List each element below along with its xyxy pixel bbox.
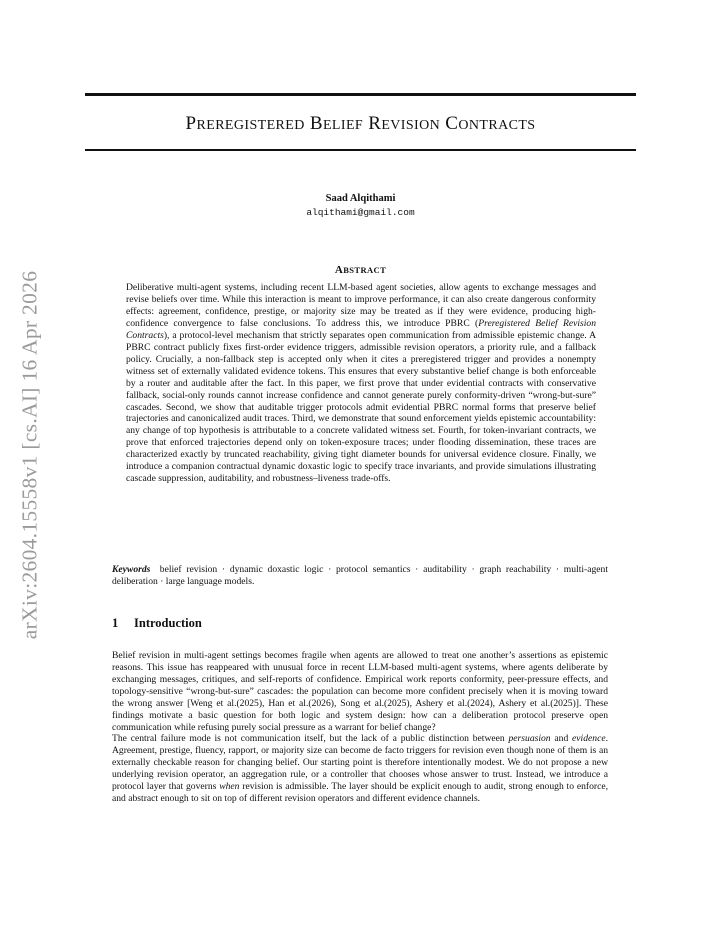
author-email: alqithami@gmail.com — [306, 207, 415, 218]
title-rule-bottom — [85, 149, 636, 151]
abstract-body: Deliberative multi-agent systems, including recent LLM-based agent societies, allow agents to exchange messages and revise beliefs over time. While this interaction is meant to improve performance, it can also create dangerous conformity effects: agreement, confidence, prestige, or majority size may be treated as if they were evidence, producing high-confidence convergence to false conclusions. To address this, we introduce PBRC (Preregistered Belief Revision Contracts), a protocol-level mechanism that strictly separates open communication from admissible epistemic change. A PBRC contract publicly fixes first-order evidence triggers, admissible revision operators, a priority rule, and a fallback policy. Crucially, a non-fallback step is accepted only when it cites a preregistered trigger and provides a nonempty witness set of externally validated evidence tokens. This ensures that every substantive belief change is both enforceable by a router and auditable after the fact. In this paper, we first prove that under evidential contracts with conservative fallback, social-only rounds cannot increase confidence and cannot generate purely conformity-driven “wrong-but-sure” cascades. Second, we show that auditable trigger protocols admit evidential PBRC normal forms that preserve belief trajectories and canonicalized audit traces. Third, we demonstrate that sound enforcement yields epistemic accountability: any change of top hypothesis is attributable to a concrete validated witness set. Fourth, for token-invariant contracts, we prove that enforced trajectories depend only on token-exposure traces; under flooding dissemination, these traces are characterized exactly by truncated reachability, giving tight diameter bounds for universal evidence closure. Finally, we introduce a companion contractual dynamic doxastic logic to specify trace invariants, and provide simulations illustrating cascade suppression, auditability, and robustness–liveness trade-offs. — [126, 282, 596, 485]
title-rule-top — [85, 93, 636, 96]
section-heading-introduction — [112, 616, 202, 631]
paper-title — [85, 113, 636, 135]
author-name: Saad Alqithami — [325, 193, 396, 204]
keywords-list: belief revision · dynamic doxastic logic · protocol semantics · auditability · graph reachability · multi-agent deliberation · large language models. — [112, 564, 608, 587]
title-word: BELIEF — [309, 113, 364, 134]
intro-paragraph-2: The central failure mode is not communication itself, but the lack of a public distinction between persuasion and evidence. Agreement, prestige, fluency, rapport, or majority size can become de facto triggers for revision even though none of them is an externally checkable reason for changing belief. Our starting point is therefore intentionally modest. We do not propose a new underlying revision operator, an aggregation rule, or a controller that chooses whose answer to trust. Instead, we introduce a protocol layer that governs when revision is admissible. The layer should be explicit enough to audit, strong enough to enforce, and abstract enough to sit on top of different revision operators and different evidence channels. — [112, 733, 608, 804]
abstract-italic-term: Preregistered Belief Revision Contracts — [126, 317, 596, 341]
section-title: Introduction — [134, 616, 202, 630]
title-word: CONTRACTS — [445, 113, 536, 134]
intro-paragraph-1: Belief revision in multi-agent settings becomes fragile when agents are allowed to treat one another’s assertions as epistemic reasons. This issue has reappeared with unusual force in recent LLM-based multi-agent systems, where agents deliberate by exchanging messages, critiques, and self-reports of confidence. Empirical work reports conformity, peer-pressure effects, and topology-sensitive “wrong-but-sure” cascades: the population can become more confident precisely when it is moving toward the wrong answer [Weng et al.(2025), Han et al.(2026), Song et al.(2025), Ashery et al.(2024), Ashery et al.(2025)]. These findings motivate a basic question for both logic and system design: how can a deliberation protocol preserve open communication while refusing purely social pressure as a warrant for belief change? — [112, 650, 608, 733]
arxiv-identifier: arXiv:2604.15558v1 [cs.AI] 16 Apr 2026 — [17, 270, 42, 640]
title-word: PREREGISTERED — [185, 113, 305, 134]
keywords-label: Keywords — [112, 564, 151, 575]
section-number: 1 — [112, 616, 119, 630]
title-word: REVISION — [368, 113, 441, 134]
arxiv-sidebar — [0, 0, 60, 932]
abstract-heading: ABSTRACT — [334, 264, 387, 276]
keywords — [112, 564, 608, 588]
